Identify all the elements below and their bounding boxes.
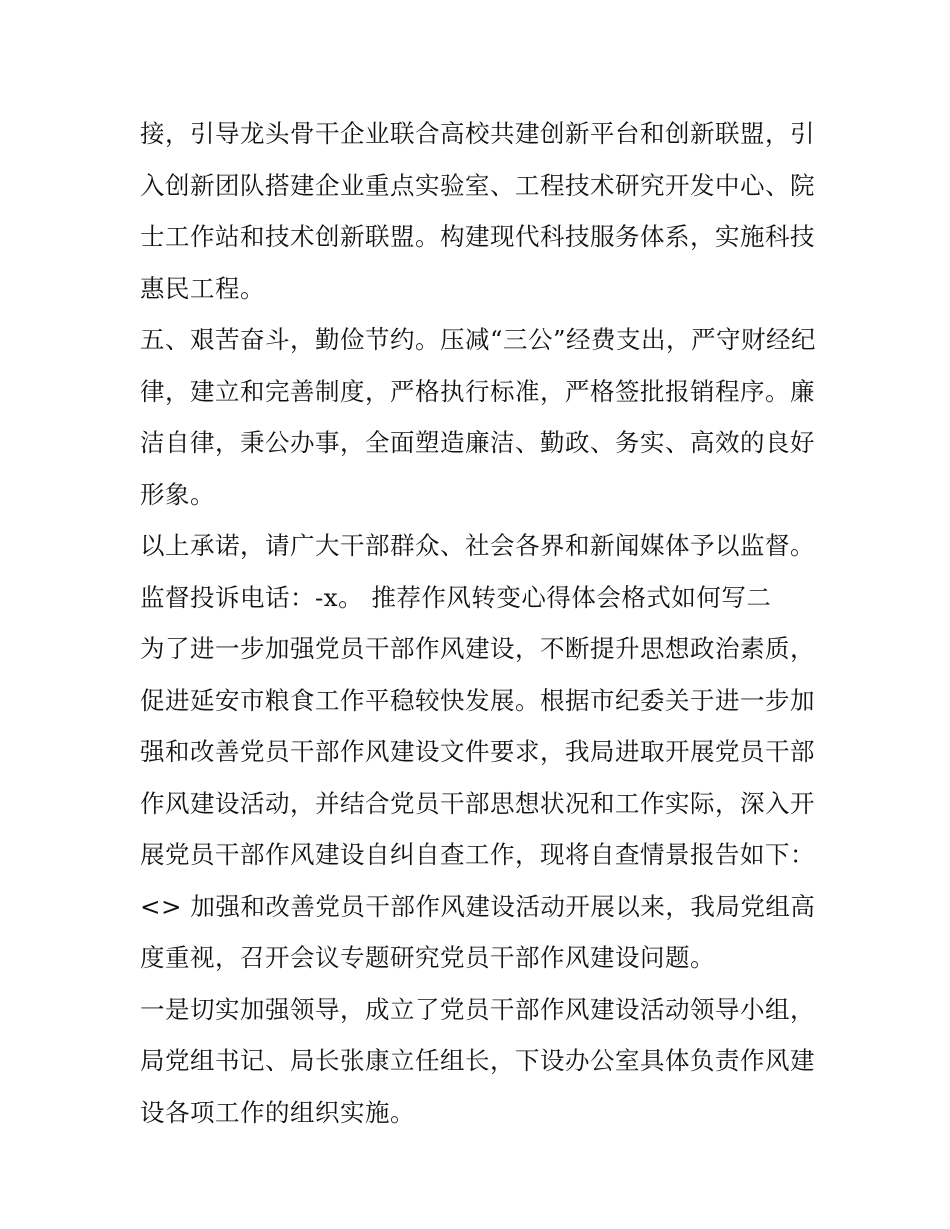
text-line: 接，引导龙头骨干企业联合高校共建创新平台和创新联盟，引 <box>140 119 815 148</box>
text-line: 强和改善党员干部作风建设文件要求，我局进取开展党员干部 <box>140 737 815 766</box>
text-line: 作风建设活动，并结合党员干部思想状况和工作实际，深入开 <box>140 788 815 818</box>
text-line: 度重视，召开会议专题研究党员干部作风建设问题。 <box>140 943 715 972</box>
text-line: 律，建立和完善制度，严格执行标准，严格签批报销程序。廉 <box>140 376 815 406</box>
text-line: 以上承诺，请广大干部群众、社会各界和新闻媒体予以监督。 <box>140 531 815 560</box>
text-line: 洁自律，秉公办事，全面塑造廉洁、勤政、务实、高效的良好 <box>140 428 815 457</box>
text-line: 展党员干部作风建设自纠自查工作，现将自查情景报告如下： <box>140 840 815 869</box>
text-line: 惠民工程。 <box>140 273 265 303</box>
text-line: 为了进一步加强党员干部作风建设，不断提升思想政治素质， <box>140 634 815 663</box>
text-line: 设各项工作的组织实施。 <box>140 1097 415 1127</box>
text-line: 促进延安市粮食工作平稳较快发展。根据市纪委关于进一步加 <box>140 685 815 715</box>
text-line: 监督投诉电话：-x。 推荐作风转变心得体会格式如何写二 <box>140 582 772 612</box>
text-line: 一是切实加强领导，成立了党员干部作风建设活动领导小组， <box>140 994 815 1024</box>
text-line: 士工作站和技术创新联盟。构建现代科技服务体系，实施科技 <box>140 222 815 251</box>
document-body <box>140 108 820 1138</box>
text-line: 五、艰苦奋斗，勤俭节约。压减“三公”经费支出，严守财经纪 <box>140 325 817 354</box>
text-line: 入创新团队搭建企业重点实验室、工程技术研究开发中心、院 <box>140 170 815 200</box>
text-line: <> 加强和改善党员干部作风建设活动开展以来，我局党组高 <box>140 891 816 921</box>
text-line: 形象。 <box>140 479 215 509</box>
text-line: 局党组书记、局长张康立任组长，下设办公室具体负责作风建 <box>140 1046 815 1075</box>
